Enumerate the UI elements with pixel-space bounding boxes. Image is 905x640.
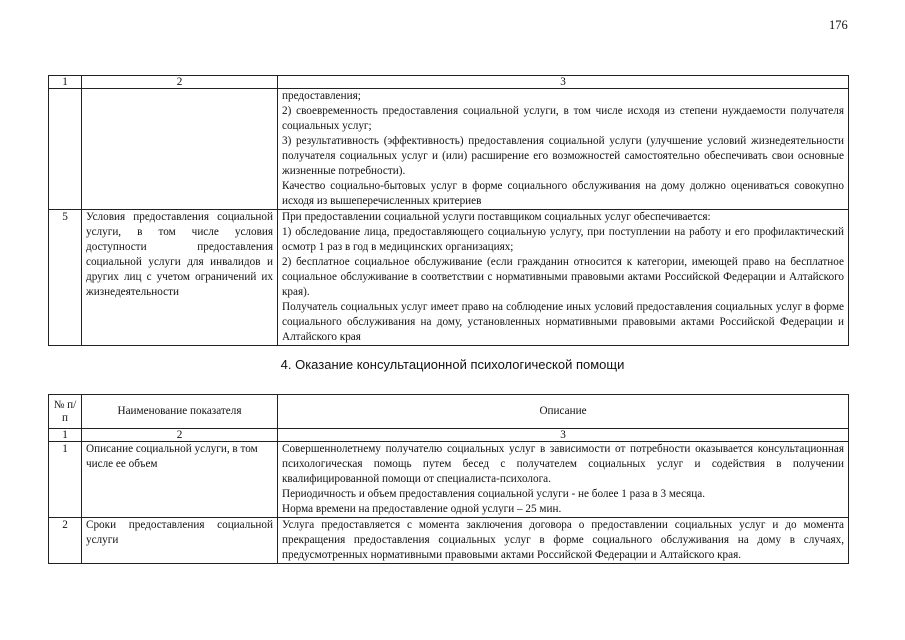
row-number-cell: 5: [49, 210, 82, 346]
description-paragraph: 2) бесплатное социальное обслуживание (если гражданин относится к категории, имеющей право на бесплатное социальное обслуживание в соответствии с нормативными правовыми актами Российской Федерации и Алтайского края).: [282, 256, 844, 298]
table-row: [49, 442, 849, 518]
indicator-name-cell: Условия предоставления социальной услуги, в том числе условия доступности предоставления социальной услуги для инвалидов и других лиц с учетом ограничений их жизнедеятельности: [82, 210, 278, 346]
page-number: 176: [829, 18, 848, 32]
header-name: Наименование показателя: [82, 395, 278, 429]
description-cell: [278, 518, 849, 564]
indicator-name-cell: [82, 89, 278, 210]
description-paragraph: Услуга предоставляется с момента заключения договора о предоставлении социальных услуг и до момента прекращения предоставления социальных услуг в форме социального обслуживания на дому в случаях, предусмотренных нормативными правовыми актами Российской Федерации и Алтайского края.: [282, 519, 844, 561]
column-number: 3: [278, 76, 849, 89]
description-cell: [278, 210, 849, 346]
table-row: [49, 210, 849, 346]
description-paragraph: Норма времени на предоставление одной услуги – 25 мин.: [282, 503, 562, 515]
row-number-cell: 2: [49, 518, 82, 564]
header-description: Описание: [278, 395, 849, 429]
description-cell: [278, 89, 849, 210]
description-paragraph: 1) обследование лица, предоставляющего социальную услугу, при поступлении на работу и его профилактический осмотр 1 раз в год в медицинских организациях;: [282, 226, 844, 253]
column-number-row: [49, 76, 849, 89]
description-paragraph: Получатель социальных услуг имеет право на соблюдение иных условий предоставления социальных услуг в форме социального обслуживания на дому, установленных нормативными правовыми актами Российской Федерации и Алтайского края: [282, 301, 844, 343]
column-number: 2: [82, 76, 278, 89]
header-num: № п/п: [49, 395, 82, 429]
column-number: 1: [49, 76, 82, 89]
description-paragraph: 3) результативность (эффективность) предоставления социальной услуги (улучшение условий жизнедеятельности получателя социальных услуг и (или) расширение его возможностей самостоятельно обеспечивать свои основные жизненные потребности).: [282, 135, 844, 177]
column-number: 1: [49, 429, 82, 442]
column-number-row: [49, 429, 849, 442]
row-number-cell: [49, 89, 82, 210]
column-number: 2: [82, 429, 278, 442]
description-cell: [278, 442, 849, 518]
description-paragraph: Совершеннолетнему получателю социальных услуг в зависимости от потребности оказывается консультационная психологическая помощь путем бесед с получателем социальных услуг и содействия в получении квалифицированной помощи от специалиста-психолога.: [282, 443, 844, 485]
table-row: [49, 518, 849, 564]
row-number-cell: 1: [49, 442, 82, 518]
description-paragraph: 2) своевременность предоставления социальной услуги, в том числе исходя из степени нуждаемости получателя социальных услуг;: [282, 105, 844, 132]
table-row: [49, 89, 849, 210]
indicator-name-cell: Сроки предоставления социальной услуги: [82, 518, 278, 564]
description-paragraph: При предоставлении социальной услуги поставщиком социальных услуг обеспечивается:: [282, 211, 711, 223]
services-table-continued: [48, 75, 849, 346]
description-paragraph: Периодичность и объем предоставления социальной услуги - не более 1 раза в 3 месяца.: [282, 488, 706, 500]
description-paragraph: Качество социально-бытовых услуг в форме социального обслуживания на дому должно оцениваться совокупно исходя из вышеперечисленных критериев: [282, 180, 844, 207]
section-title: 4. Оказание консультационной психологической помощи: [280, 357, 625, 372]
column-number: 3: [278, 429, 849, 442]
description-paragraph: предоставления;: [282, 90, 361, 102]
indicator-name-cell: Описание социальной услуги, в том числе ее объем: [82, 442, 278, 518]
psychological-help-table: [48, 394, 849, 564]
table-header-row: [49, 395, 849, 429]
